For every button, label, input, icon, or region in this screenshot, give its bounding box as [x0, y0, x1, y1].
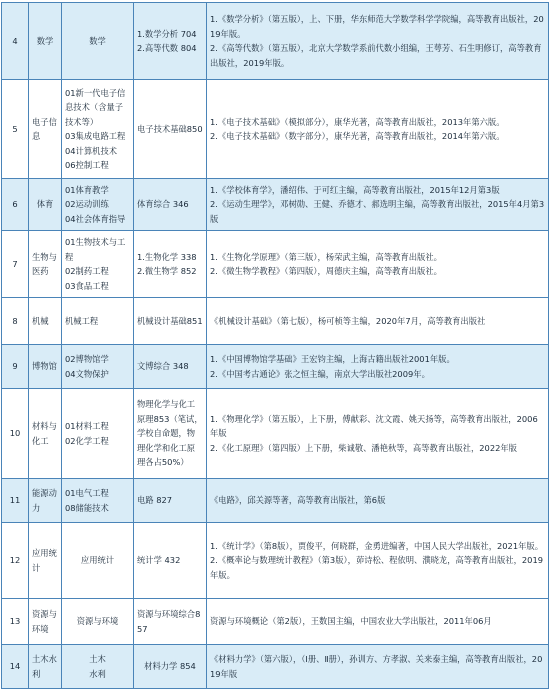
- exam-item: 电路 827: [137, 495, 173, 506]
- reference-item: 2.《电子技术基础》（数字部分），康华光著，高等教育出版社，2014年第六版。: [210, 131, 505, 141]
- row-number: 14: [2, 645, 29, 689]
- reference-item: 1.《数学分析》（第五版），上、下册，华东师范大学数学科学学院编，高等教育出版社，2019年版。: [210, 14, 544, 39]
- direction-item: 资源与环境: [76, 616, 119, 627]
- reference-item: 《材料力学》（第六版），（Ⅰ册、Ⅱ册），孙训方、方孝淑、关来泰主编，高等教育出版社，2019年版: [210, 654, 543, 679]
- reference-item: 2.《化工原理》（第四版）上下册，柴诚敬、潘艳秋等，高等教育出版社，2022年版: [210, 442, 517, 453]
- direction-item: 06控制工程: [65, 160, 109, 170]
- direction-item: 03集成电路工程: [65, 131, 126, 141]
- direction-cell: [62, 298, 134, 345]
- direction-cell: [62, 179, 134, 231]
- table-row: [2, 479, 549, 523]
- reference-cell: [207, 80, 549, 179]
- reference-cell: [207, 345, 549, 389]
- exam-item: 1.数学分析 704: [137, 28, 197, 39]
- major-name: 材料与化工: [29, 389, 62, 479]
- table-row: [2, 298, 549, 345]
- direction-item: 08储能技术: [65, 502, 109, 513]
- exam-item: 统计学 432: [137, 555, 181, 566]
- exam-item: 文博综合 348: [137, 361, 189, 372]
- table-row: [2, 389, 549, 479]
- row-number: 8: [2, 298, 29, 345]
- direction-item: 土木: [89, 654, 106, 664]
- reference-item: 《机械设计基础》（第七版），杨可桢等主编，2020年7月，高等教育出版社: [210, 315, 486, 326]
- direction-cell: [62, 479, 134, 523]
- reference-item: 1.《生物化学原理》（第三版），杨荣武主编，高等教育出版社。: [210, 251, 442, 262]
- reference-cell: [207, 645, 549, 689]
- direction-cell: [62, 599, 134, 645]
- row-number: 4: [2, 3, 29, 80]
- row-number: 11: [2, 479, 29, 523]
- reference-cell: [207, 479, 549, 523]
- exam-cell: [134, 179, 207, 231]
- direction-cell: [62, 3, 134, 80]
- direction-cell: [62, 345, 134, 389]
- direction-item: 04文物保护: [65, 368, 109, 379]
- direction-item: 01生物技术与工程: [65, 237, 126, 262]
- exam-cell: [134, 231, 207, 298]
- major-name: 应用统计: [29, 523, 62, 599]
- reference-cell: [207, 523, 549, 599]
- table-row: [2, 645, 549, 689]
- exam-item: 2.高等代数 804: [137, 43, 197, 53]
- direction-item: 数学: [89, 35, 106, 46]
- major-name: 电子信息: [29, 80, 62, 179]
- exam-item: 1.生物化学 338: [137, 251, 197, 262]
- direction-item: 01新一代电子信息技术（含量子技术等）: [65, 87, 126, 127]
- major-name: 资源与环境: [29, 599, 62, 645]
- direction-item: 02化学工程: [65, 435, 109, 446]
- major-name: 土木水利: [29, 645, 62, 689]
- exam-cell: [134, 3, 207, 80]
- direction-item: 02制药工程: [65, 266, 109, 276]
- reference-item: 2.《高等代数》（第五版），北京大学数学系前代数小组编，王萼芳、石生明修订，高等教育出版社，2019年版。: [210, 43, 542, 68]
- exam-cell: [134, 345, 207, 389]
- table-row: [2, 231, 549, 298]
- row-number: 7: [2, 231, 29, 298]
- direction-cell: [62, 645, 134, 689]
- table-row: [2, 345, 549, 389]
- row-number: 13: [2, 599, 29, 645]
- reference-item: 2.《微生物学教程》（第四版），周德庆主编，高等教育出版社。: [210, 266, 442, 276]
- exam-cell: [134, 599, 207, 645]
- row-number: 5: [2, 80, 29, 179]
- major-name: 能源动力: [29, 479, 62, 523]
- reference-item: 1.《统计学》（第8版），贾俊平，何晓群，金勇进编著，中国人民大学出版社，2021年版。: [210, 540, 543, 551]
- exam-item: 电子技术基础850: [137, 123, 203, 134]
- direction-cell: [62, 523, 134, 599]
- reference-item: 资源与环境概论（第2版），王数国主编，中国农业大学出版社，2011年06月: [210, 616, 492, 627]
- exam-item: 体育综合 346: [137, 199, 189, 210]
- reference-cell: [207, 179, 549, 231]
- reference-item: 2.《概率论与数理统计教程》（第3版），茆诗松、程依明、濮晓龙，高等教育出版社，2019年版。: [210, 555, 543, 580]
- reference-cell: [207, 231, 549, 298]
- exam-cell: [134, 479, 207, 523]
- direction-item: 04计算机技术: [65, 145, 118, 156]
- table-row: [2, 80, 549, 179]
- major-name: 生物与医药: [29, 231, 62, 298]
- major-name: 机械: [29, 298, 62, 345]
- reference-item: 1.《物理化学》（第五版），上下册，傅献彩、沈文霞、姚天扬等，高等教育出版社，2006年版: [210, 413, 538, 439]
- table-row: [2, 523, 549, 599]
- reference-item: 2.《中国考古通论》张之恒主编，南京大学出版社2009年。: [210, 368, 430, 379]
- reference-cell: [207, 599, 549, 645]
- reference-item: 1.《学校体育学》，潘绍伟、于可红主编，高等教育出版社，2015年12月第3版: [210, 184, 500, 195]
- reference-cell: [207, 3, 549, 80]
- exam-item: 2.微生物学 852: [137, 266, 197, 276]
- exam-item: 材料力学 854: [144, 661, 196, 672]
- table-row: [2, 3, 549, 80]
- direction-item: 01材料工程: [65, 421, 109, 431]
- table-row: [2, 179, 549, 231]
- row-number: 12: [2, 523, 29, 599]
- reference-item: 1.《电子技术基础》（模拟部分），康华光著，高等教育出版社，2013年第六版。: [210, 116, 505, 127]
- reference-cell: [207, 298, 549, 345]
- reference-item: 《电路》，邱关源等著，高等教育出版社，第6版: [210, 495, 386, 506]
- row-number: 9: [2, 345, 29, 389]
- program-table: [1, 2, 549, 689]
- exam-cell: [134, 80, 207, 179]
- direction-item: 水利: [89, 668, 106, 679]
- major-name: 体育: [29, 179, 62, 231]
- row-number: 10: [2, 389, 29, 479]
- major-name: 博物馆: [29, 345, 62, 389]
- table-row: [2, 599, 549, 645]
- direction-item: 01体育教学: [65, 184, 109, 195]
- exam-item: 物理化学与化工原理853（笔试，学校自命题，物理化学和化工原理各占50%）: [137, 399, 203, 468]
- direction-item: 04社会体育指导: [65, 213, 126, 224]
- row-number: 6: [2, 179, 29, 231]
- direction-cell: [62, 231, 134, 298]
- exam-cell: [134, 298, 207, 345]
- reference-item: 1.《中国博物馆学基础》王宏钧主编，上海古籍出版社2001年版。: [210, 354, 455, 364]
- direction-cell: [62, 389, 134, 479]
- direction-item: 应用统计: [80, 555, 115, 566]
- direction-item: 01电气工程: [65, 488, 109, 498]
- exam-item: 资源与环境综合857: [137, 609, 201, 634]
- exam-cell: [134, 523, 207, 599]
- exam-item: 机械设计基础851: [137, 315, 203, 326]
- reference-cell: [207, 389, 549, 479]
- major-name: 数学: [29, 3, 62, 80]
- exam-cell: [134, 645, 207, 689]
- direction-item: 02博物馆学: [65, 354, 109, 364]
- direction-item: 03食品工程: [65, 280, 109, 291]
- direction-cell: [62, 80, 134, 179]
- direction-item: 02运动训练: [65, 199, 109, 210]
- direction-item: 机械工程: [65, 315, 99, 326]
- reference-item: 2.《运动生理学》，邓树勋、王健、乔德才、郝选明主编，高等教育出版社，2015年4月第3版: [210, 199, 545, 224]
- exam-cell: [134, 389, 207, 479]
